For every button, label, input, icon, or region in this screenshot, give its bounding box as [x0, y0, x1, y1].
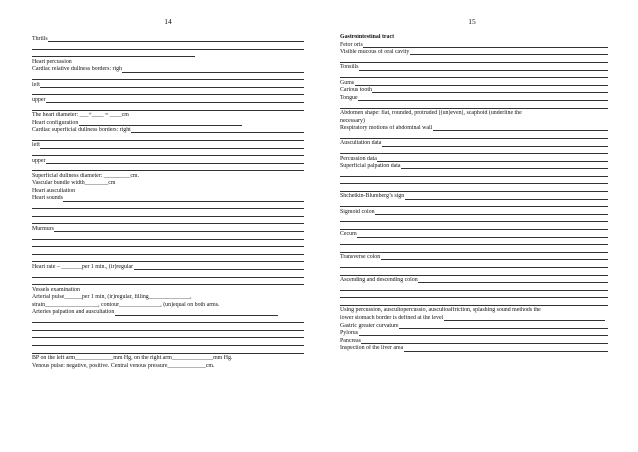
line-label: Respiratory motions of abdominal wall: [340, 125, 433, 132]
line-label: Tonsills: [340, 64, 359, 71]
fill-in-blank[interactable]: [32, 322, 304, 323]
blank-line: [32, 340, 304, 348]
line-label: Using percussion, auscultopercussio, auscultoaffriction, splashing sound methods the: [340, 307, 541, 314]
fill-in-blank[interactable]: [404, 351, 608, 352]
fill-in-blank[interactable]: [433, 130, 608, 131]
fill-in-blank[interactable]: [340, 138, 608, 139]
line-label: Venous pulse: negative, positive. Central venous pressure_____________cm.: [32, 362, 215, 369]
form-lines: [32, 36, 304, 370]
blank-line: [32, 233, 304, 241]
blank-line: [32, 89, 304, 97]
blank-line: [32, 165, 304, 173]
form-line: [32, 180, 304, 188]
fill-in-blank[interactable]: [340, 108, 608, 109]
fill-in-blank[interactable]: [48, 41, 304, 42]
fill-in-blank[interactable]: [32, 345, 304, 346]
form-line: [32, 173, 304, 181]
fill-in-blank[interactable]: [32, 216, 304, 217]
blank-line: [32, 211, 304, 219]
blank-line: [32, 74, 304, 82]
fill-in-blank[interactable]: [32, 337, 304, 338]
blank-line: [340, 186, 608, 194]
fill-in-blank[interactable]: [32, 155, 304, 156]
form-line: [32, 294, 304, 302]
fill-in-blank[interactable]: [340, 176, 608, 177]
fill-in-blank[interactable]: [361, 343, 608, 344]
line-label: Vascular bundle width________cm: [32, 180, 116, 187]
line-label: Heart percussion: [32, 58, 72, 65]
line-label: Arterial pulse______per 1 min, (ir)regular, filling______________,: [32, 294, 192, 301]
form-line: [32, 66, 304, 74]
blank-line: [340, 262, 608, 270]
fill-in-blank[interactable]: [382, 146, 608, 147]
form-line: [32, 112, 304, 120]
fill-in-blank[interactable]: [122, 72, 304, 73]
fill-in-blank[interactable]: [340, 229, 608, 230]
blank-line: [340, 148, 608, 156]
fill-in-blank[interactable]: [32, 49, 304, 50]
line-label: Heart configuration: [32, 119, 79, 126]
line-label: Shchetkin-Blumberg’s sign: [340, 193, 405, 200]
form-line: [32, 188, 304, 196]
fill-in-blank[interactable]: [375, 214, 608, 215]
blank-line: [32, 218, 304, 226]
form-line: [340, 49, 608, 57]
form-line: [340, 156, 608, 164]
form-line: [340, 87, 608, 95]
fill-in-blank[interactable]: [134, 269, 304, 270]
fill-in-blank[interactable]: [32, 261, 304, 262]
fill-in-blank[interactable]: [340, 206, 608, 207]
fill-in-blank[interactable]: [405, 199, 608, 200]
line-label: necessary): [340, 117, 365, 124]
fill-in-blank[interactable]: [32, 254, 304, 255]
fill-in-blank[interactable]: [32, 56, 195, 57]
fill-in-blank[interactable]: [418, 282, 608, 283]
blank-line: [32, 256, 304, 264]
fill-in-blank[interactable]: [340, 252, 608, 253]
form-line: [340, 277, 608, 285]
line-label: left: [32, 81, 40, 88]
line-label: Tongue: [340, 94, 358, 101]
line-label: Heart rate – _______per 1 min., (ir)regular: [32, 263, 134, 270]
line-label: Thrills: [32, 36, 48, 42]
line-label: Carious tooth: [340, 87, 372, 94]
fill-in-blank[interactable]: [79, 125, 242, 126]
form-line: [340, 307, 608, 315]
form-line: [32, 226, 304, 234]
line-label: Superficial palpation data: [340, 163, 401, 170]
blank-line: [32, 150, 304, 158]
line-label: strain__________________, contour______________, (un)equal on both arms.: [32, 301, 220, 308]
fill-in-blank[interactable]: [32, 79, 304, 80]
fill-in-blank[interactable]: [340, 244, 608, 245]
fill-in-blank[interactable]: [381, 259, 608, 260]
blank-line: [340, 216, 608, 224]
fill-in-blank[interactable]: [340, 297, 608, 298]
fill-in-blank[interactable]: [32, 353, 304, 354]
form-line: [32, 309, 304, 317]
line-label: Gastrointestinal tract: [340, 34, 395, 40]
fill-in-blank[interactable]: [372, 92, 608, 93]
line-label: upper: [32, 157, 46, 164]
line-label: Murmurs: [32, 225, 54, 232]
fill-in-blank[interactable]: [340, 62, 608, 63]
line-label: Gums: [340, 79, 355, 86]
fill-in-blank[interactable]: [32, 208, 304, 209]
form-line: [32, 59, 304, 67]
line-label: Heart auscultation: [32, 187, 76, 194]
line-label: upper: [32, 96, 46, 103]
fill-in-blank[interactable]: [46, 163, 304, 164]
fill-in-blank[interactable]: [115, 315, 278, 316]
line-label: Pancreas: [340, 337, 361, 344]
blank-line: [340, 300, 608, 308]
fill-in-blank[interactable]: [363, 47, 608, 48]
line-label: Auscultation data: [340, 140, 382, 147]
line-label: lower stomach border is defined at the level: [340, 314, 444, 321]
blank-line: [340, 224, 608, 232]
form-line: [340, 254, 608, 262]
fill-in-blank[interactable]: [32, 239, 304, 240]
fill-in-blank[interactable]: [340, 275, 608, 276]
form-line: [340, 64, 608, 72]
line-label: Cardiac relative dullness borders: righ: [32, 66, 122, 73]
line-label: Vessels examination: [32, 286, 80, 293]
line-label: Gastric greater curvature: [340, 322, 399, 329]
form-line: [340, 95, 608, 103]
line-label: Abdomen shape: flat, rounded, protruded [(un)even], scaphoid (underline the: [340, 109, 522, 116]
line-label: Ascending and descending colon: [340, 277, 418, 283]
fill-in-blank[interactable]: [340, 267, 608, 268]
line-label: Visible mucous of oral cavity: [340, 49, 410, 56]
fill-in-blank[interactable]: [399, 328, 608, 329]
form-line: [340, 125, 608, 133]
blank-line: [32, 51, 304, 59]
fill-in-blank[interactable]: [32, 330, 304, 331]
line-label: Heart sounds: [32, 195, 63, 202]
form-line: [340, 80, 608, 88]
form-line: [32, 158, 304, 166]
form-line: [340, 140, 608, 148]
blank-line: [32, 104, 304, 112]
blank-line: [340, 239, 608, 247]
blank-line: [340, 178, 608, 186]
form-line: [340, 163, 608, 171]
blank-line: [32, 317, 304, 325]
fill-in-blank[interactable]: [40, 87, 304, 88]
form-line: [340, 338, 608, 346]
form-line: [32, 195, 304, 203]
blank-line: [32, 271, 304, 279]
fill-in-blank[interactable]: [401, 168, 608, 169]
form-lines: [340, 34, 608, 353]
form-line: [340, 118, 608, 126]
form-line: [340, 34, 608, 42]
fill-in-blank[interactable]: [355, 85, 608, 86]
form-line: [32, 120, 304, 128]
line-label: Arteries palpation and auscultation: [32, 309, 115, 316]
fill-in-blank[interactable]: [54, 231, 304, 232]
blank-line: [340, 72, 608, 80]
form-line: [32, 363, 304, 371]
fill-in-blank[interactable]: [32, 94, 304, 95]
form-line: [340, 209, 608, 217]
fill-in-blank[interactable]: [340, 77, 608, 78]
form-line: [32, 127, 304, 135]
fill-in-blank[interactable]: [32, 277, 304, 278]
blank-line: [340, 102, 608, 110]
line-label: The heart diameter: ___+____ = ____cm: [32, 111, 129, 118]
line-label: Inspection of the liver area: [340, 345, 404, 352]
fill-in-blank[interactable]: [32, 140, 304, 141]
fill-in-blank[interactable]: [32, 170, 304, 171]
blank-line: [32, 325, 304, 333]
fill-in-blank[interactable]: [357, 237, 608, 238]
blank-line: [32, 279, 304, 287]
line-label: Cardiac superficial dullness borders: right: [32, 127, 131, 134]
blank-line: [32, 249, 304, 257]
fill-in-blank[interactable]: [377, 161, 608, 162]
form-line: [32, 264, 304, 272]
blank-line: [32, 135, 304, 143]
fill-in-blank[interactable]: [46, 102, 304, 103]
blank-line: [340, 133, 608, 141]
fill-in-blank[interactable]: [131, 132, 304, 133]
form-line: [340, 330, 608, 338]
fill-in-blank[interactable]: [340, 305, 608, 306]
fill-in-blank[interactable]: [340, 191, 608, 192]
blank-line: [32, 203, 304, 211]
fill-in-blank[interactable]: [32, 223, 304, 224]
form-line: [32, 36, 304, 44]
form-line: [340, 193, 608, 201]
form-line: [32, 287, 304, 295]
line-label: left: [32, 142, 40, 149]
blank-line: [32, 44, 304, 52]
blank-line: [340, 247, 608, 255]
form-line: [340, 110, 608, 118]
form-line: [32, 142, 304, 150]
blank-line: [340, 57, 608, 65]
form-line: [340, 323, 608, 331]
blank-line: [340, 292, 608, 300]
fill-in-blank[interactable]: [63, 201, 304, 202]
form-line: [32, 82, 304, 90]
line-label: Transverse colon: [340, 254, 381, 261]
page-number: 15: [468, 17, 476, 26]
form-line: [340, 345, 608, 353]
fill-in-blank[interactable]: [40, 148, 304, 149]
blank-line: [340, 285, 608, 293]
blank-line: [32, 332, 304, 340]
blank-line: [340, 269, 608, 277]
line-label: Pylorus: [340, 330, 359, 337]
fill-in-blank[interactable]: [340, 290, 608, 291]
fill-in-blank[interactable]: [359, 70, 608, 71]
fill-in-blank[interactable]: [340, 183, 608, 184]
line-label: Fetor oris: [340, 41, 363, 48]
form-line: [340, 231, 608, 239]
blank-line: [32, 347, 304, 355]
line-label: Sigmoid colon: [340, 208, 375, 215]
blank-line: [340, 201, 608, 209]
form-line: [32, 97, 304, 105]
form-line: [340, 42, 608, 50]
form-line: [340, 315, 608, 323]
form-line: [32, 355, 304, 363]
fill-in-blank[interactable]: [444, 320, 605, 321]
line-label: Percussion data: [340, 155, 377, 162]
fill-in-blank[interactable]: [358, 100, 608, 101]
fill-in-blank[interactable]: [32, 284, 304, 285]
blank-line: [340, 171, 608, 179]
page-number: 14: [164, 17, 172, 26]
line-label: BP on the left arm_____________mm Hg, on the right arm______________mm Hg.: [32, 354, 233, 361]
blank-line: [32, 241, 304, 249]
fill-in-blank[interactable]: [410, 54, 608, 55]
line-label: Superficial dullness diameter: _________cm.: [32, 172, 139, 179]
fill-in-blank[interactable]: [32, 110, 304, 111]
line-label: Cecum: [340, 231, 357, 238]
form-line: [32, 302, 304, 310]
fill-in-blank[interactable]: [340, 221, 608, 222]
fill-in-blank[interactable]: [340, 153, 608, 154]
fill-in-blank[interactable]: [359, 335, 608, 336]
fill-in-blank[interactable]: [32, 246, 304, 247]
